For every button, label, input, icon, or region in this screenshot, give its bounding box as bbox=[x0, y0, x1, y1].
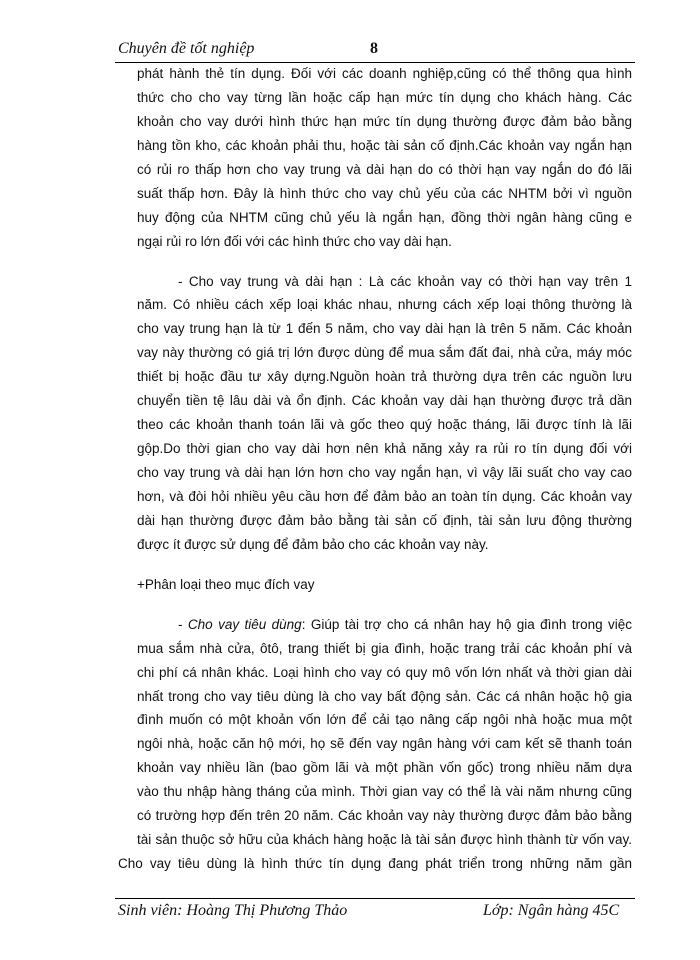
section-heading: +Phân loại theo mục đích vay bbox=[137, 576, 315, 592]
text-line: vào thu nhập hàng tháng của mình. Thời gian vay có thể là vài năm nhưng cũng bbox=[137, 784, 632, 800]
text-line: được ít được sử dụng để đảm bảo cho các khoản vay này. bbox=[137, 536, 489, 552]
text-line: ngôi nhà, hoặc căn hộ mới, họ sẽ đến vay ngân hàng với cam kết sẽ thanh toán bbox=[137, 736, 632, 752]
page-number: 8 bbox=[370, 40, 378, 57]
footer-class: Lớp: Ngân hàng 45C bbox=[483, 902, 620, 919]
text-line: suất thấp hơn. Đây là hình thức cho vay chủ yếu của các NHTM bởi vì nguồn bbox=[137, 185, 632, 201]
text-line: tài sản thuộc sở hữu của khách hàng hoặc là tài sản được hình thành từ vốn vay. bbox=[137, 832, 632, 848]
text-line: - Cho vay trung và dài hạn : Là các khoản vay có thời hạn vay trên 1 bbox=[178, 273, 632, 289]
text-line: theo các khoản thanh toán lãi và gốc theo quý hoặc tháng, lãi được tính là lãi bbox=[137, 417, 632, 433]
text-line: có rủi ro thấp hơn cho vay trung và dài hạn do có thời hạn vay ngắn do đó lãi bbox=[137, 161, 632, 177]
text-line: chi phí cá nhân khác. Loại hình cho vay có quy mô vốn lớn nhất và thời gian dài bbox=[137, 664, 632, 680]
paragraph-short-term-loans bbox=[137, 62, 632, 254]
text-line: chuyển tiền tệ lâu dài và ổn định. Các khoản vay dài hạn thường được trả dần bbox=[137, 393, 632, 409]
text-line: dài hạn thường được đảm bảo bằng tài sản cố định, tài sản lưu động thường bbox=[137, 512, 632, 528]
term-consumer-loans: Cho vay tiêu dùng bbox=[187, 616, 302, 632]
text-line: phát hành thẻ tín dụng. Đối với các doanh nghiệp,cũng có thể thông qua hình bbox=[137, 66, 632, 81]
text-line bbox=[137, 613, 632, 637]
text-line: năm. Có nhiều cách xếp loại khác nhau, nhưng cách xếp loại thông thường là bbox=[137, 297, 632, 313]
header-title: Chuyên đề tốt nghiệp bbox=[118, 40, 255, 57]
text-line: hàng tồn kho, các khoản phải thu, hoặc tài sản cố định.Các khoản vay ngắn hạn bbox=[137, 137, 632, 153]
text-line: cho vay trung và dài hạn lớn hơn cho vay ngắn hạn, vì vậy lãi suất cho vay cao bbox=[137, 465, 632, 480]
text-line: đình muốn có một khoản vốn lớn để cải tạo nâng cấp ngôi nhà hoặc mua một bbox=[137, 712, 632, 728]
footer-rule bbox=[115, 898, 635, 899]
footer-student: Sinh viên: Hoàng Thị Phương Thảo bbox=[118, 902, 348, 919]
text-line: khoản vay nhiều lần (bao gồm lãi và một phần vốn gốc) trong nhiều năm dựa bbox=[137, 760, 632, 776]
text-line: khoản cho vay dưới hình thức hạn mức tín dụng thường được đảm bảo bằng bbox=[137, 113, 632, 129]
text-line: hơn, và đòi hỏi nhiều yêu cầu hơn để đảm bảo an toàn tín dụng. Các khoản vay bbox=[137, 488, 632, 504]
paragraph-consumer-loans bbox=[118, 613, 633, 876]
text-line: gộp.Do thời gian cho vay dài hơn nên khả năng xảy ra rủi ro tín dụng đối với bbox=[137, 441, 632, 457]
text-line: nhất trong cho vay tiêu dùng là cho vay bất động sản. Các cá nhân hoặc hộ gia bbox=[137, 688, 632, 704]
text-line: thiết bị hoặc đầu tư xây dựng.Nguồn hoàn trả thường dựa trên các nguồn lưu bbox=[137, 369, 632, 385]
text-line: thức cho cho vay từng lần hoặc cấp hạn mức tín dụng cho khách hàng. Các bbox=[137, 89, 632, 105]
text-line: huy động của NHTM cũng chủ yếu là ngắn hạn, đồng thời ngân hàng cũng e bbox=[137, 209, 632, 225]
text-line: vay này thường có giá trị lớn được dùng để mua sắm đất đai, nhà cửa, máy móc bbox=[137, 345, 632, 361]
paragraph-medium-long-term-loans bbox=[137, 270, 632, 557]
document-body bbox=[118, 62, 633, 876]
lead-rest: : Giúp tài trợ cho cá nhân hay hộ gia đình trong việc bbox=[301, 616, 633, 632]
text-line: Cho vay tiêu dùng là hình thức tín dụng đang phát triển trong những năm gần bbox=[118, 856, 632, 872]
dash: - bbox=[178, 616, 188, 632]
text-line: ngại rủi ro lớn đối với các hình thức cho vay dài hạn. bbox=[137, 233, 452, 249]
text-line: có trường hợp đến trên 20 năm. Các khoản vay này thường được đảm bảo bằng bbox=[137, 808, 632, 824]
text-line: mua sắm nhà cửa, ôtô, trang thiết bị gia đình, hoặc trang trải các khoản phí và bbox=[137, 640, 632, 656]
text-line: cho vay trung hạn là từ 1 đến 5 năm, cho vay dài hạn là trên 5 năm. Các khoản bbox=[137, 321, 632, 337]
